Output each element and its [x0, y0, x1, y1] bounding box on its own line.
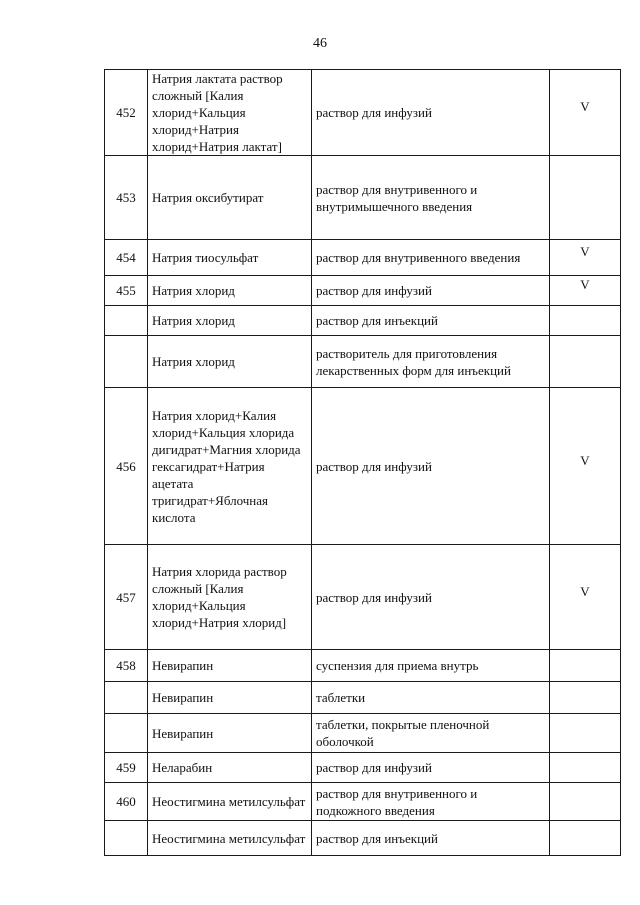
drug-name: Невирапин: [148, 650, 312, 682]
drug-name: Натрия хлорид: [148, 306, 312, 336]
drug-name: Невирапин: [148, 682, 312, 714]
dosage-form: раствор для инфузий: [312, 276, 550, 306]
table-row: [105, 650, 621, 682]
table-row: [105, 783, 621, 821]
dosage-form: раствор для инфузий: [312, 545, 550, 650]
dosage-form: раствор для инфузий: [312, 70, 550, 156]
dosage-form: суспензия для приема внутрь: [312, 650, 550, 682]
vital-drug-mark: V: [580, 99, 590, 114]
vital-drug-mark: V: [580, 452, 590, 468]
table-row: [105, 240, 621, 276]
dosage-form: раствор для внутривенного и внутримышечного введения: [312, 156, 550, 240]
row-number: 455: [105, 276, 148, 306]
row-number: [105, 714, 148, 753]
drug-list-table: [104, 69, 621, 856]
table-row: [105, 388, 621, 545]
dosage-form: раствор для инфузий: [312, 753, 550, 783]
vital-drug-mark: V: [580, 244, 590, 259]
dosage-form: раствор для внутривенного введения: [312, 240, 550, 276]
page-number: 46: [313, 36, 327, 51]
row-number: 457: [105, 545, 148, 650]
row-number: 459: [105, 753, 148, 783]
row-number: [105, 821, 148, 856]
dosage-form: раствор для внутривенного и подкожного введения: [312, 783, 550, 821]
dosage-form: таблетки: [312, 682, 550, 714]
dosage-form: раствор для инфузий: [312, 388, 550, 545]
table-row: [105, 821, 621, 856]
dosage-form: раствор для инъекций: [312, 306, 550, 336]
dosage-form: растворитель для приготовления лекарственных форм для инъекций: [312, 336, 550, 388]
row-number: 454: [105, 240, 148, 276]
row-number: [105, 682, 148, 714]
row-number: 456: [105, 388, 148, 545]
drug-name: Неостигмина метилсульфат: [148, 821, 312, 856]
table-row: [105, 753, 621, 783]
drug-name: Натрия хлорида раствор сложный [Калия хлорид+Кальция хлорид+Натрия хлорид]: [148, 545, 312, 650]
table-row: [105, 682, 621, 714]
row-number: 453: [105, 156, 148, 240]
row-number: [105, 306, 148, 336]
drug-name: Невирапин: [148, 714, 312, 753]
row-number: 452: [105, 70, 148, 156]
drug-name: Натрия хлорид: [148, 276, 312, 306]
drug-name: Натрия оксибутират: [148, 156, 312, 240]
vital-drug-mark: V: [580, 277, 590, 292]
row-number: [105, 336, 148, 388]
drug-name: Натрия хлорид: [148, 336, 312, 388]
dosage-form: раствор для инъекций: [312, 821, 550, 856]
vital-drug-mark: V: [580, 583, 590, 599]
table-row: [105, 156, 621, 240]
row-number: 458: [105, 650, 148, 682]
drug-name: Натрия лактата раствор сложный [Калия хлорид+Кальция хлорид+Натрия хлорид+Натрия лактат]: [148, 70, 312, 156]
dosage-form: таблетки, покрытые пленочной оболочкой: [312, 714, 550, 753]
row-number: 460: [105, 783, 148, 821]
drug-name: Неларабин: [148, 753, 312, 783]
drug-name: Неостигмина метилсульфат: [148, 783, 312, 821]
drug-name: Натрия тиосульфат: [148, 240, 312, 276]
table-row: [105, 276, 621, 306]
drug-name: Натрия хлорид+Калия хлорид+Кальция хлорида дигидрат+Магния хлорида гексагидрат+Натрия ацетата тригидрат+Яблочная кислота: [148, 388, 312, 545]
table-row: [105, 545, 621, 650]
table-row: [105, 336, 621, 388]
table-row: [105, 70, 621, 156]
table-row: [105, 714, 621, 753]
table-row: [105, 306, 621, 336]
